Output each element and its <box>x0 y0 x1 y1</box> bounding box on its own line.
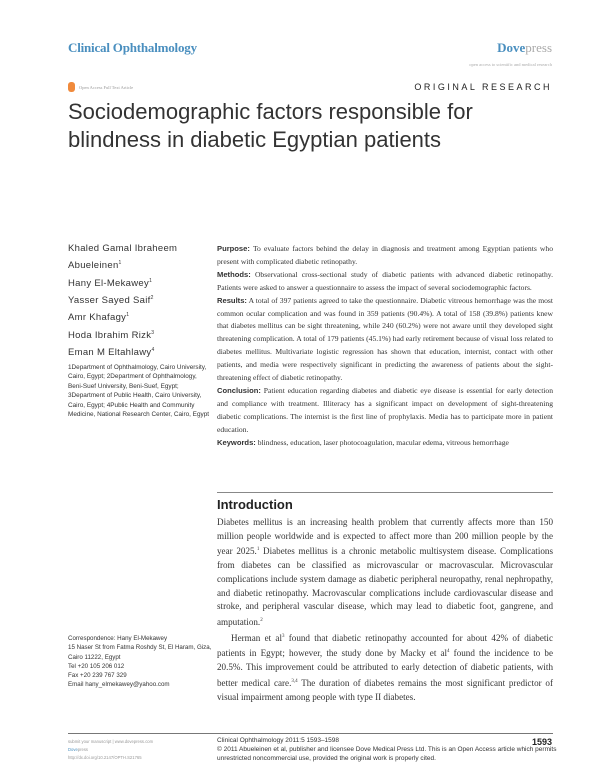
article-title: Sociodemographic factors responsible for blindness in diabetic Egyptian patients <box>68 99 473 152</box>
doi-link[interactable]: http://dx.doi.org/10.2147/OPTH.S21765 <box>68 754 142 760</box>
abstract <box>217 243 553 450</box>
text: Observational cross-sectional study of diabetic patients with advanced diabetic retinopathy. Patients were asked to answer a questionnaire to assess the impact of several sociodemographic factors. <box>217 269 554 292</box>
abstract-methods <box>217 269 553 295</box>
label: Conclusion: <box>217 385 261 395</box>
text: Herman et al <box>231 632 282 643</box>
author <box>68 241 218 274</box>
introduction-body <box>217 516 553 704</box>
author-name: Hany El-Mekawey <box>68 277 150 289</box>
text: Diabetes mellitus is an increasing health problem that currently affects more than 150 million people worldwide and is expected to affect more than 200 million people by the year 2025. <box>217 517 553 557</box>
label: Methods: <box>217 269 251 279</box>
abstract-purpose <box>217 243 553 269</box>
correspondence-tel: Tel +20 105 206 012 <box>68 662 125 670</box>
text: To evaluate factors behind the delay in diagnosis and treatment among Egyptian patients who present with complicated diabetic retinopathy. <box>217 244 553 266</box>
text: Patient education regarding diabetes and diabetic eye disease is essential for early detection and compliance with treatment. Illiteracy has a significant impact on development of sight-threatening diabetic complications. The internist is the first line of prophylaxis. Media has to participate more in patient education. <box>217 385 554 434</box>
abstract-keywords <box>217 437 553 450</box>
citation: 1 <box>256 547 260 553</box>
author <box>68 274 218 291</box>
paragraph <box>217 516 553 630</box>
brand-press: press <box>525 40 552 55</box>
brand-dove: Dove <box>497 40 526 55</box>
author-sup: 1 <box>126 312 130 319</box>
author-sup: 2 <box>150 294 154 301</box>
text: found the incidence to be 20.5%. This improvement could be attributed to early detection of diabetic patients, with better medical care. <box>217 648 553 688</box>
author-name: Hoda Ibrahim Rizk <box>68 329 152 341</box>
correspondence-fax: Fax +20 239 767 329 <box>68 672 127 680</box>
divider <box>217 492 553 493</box>
paragraph <box>217 630 553 705</box>
text: found that diabetic retinopathy accounted for about 42% of diabetic patients in Egypt; however, the study done by Macky et al <box>217 632 553 659</box>
label: Results: <box>217 295 247 305</box>
author <box>68 343 218 360</box>
abstract-conclusion <box>217 385 553 437</box>
author-name: Eman M Eltahlawy <box>68 347 152 359</box>
text: The duration of diabetes remains the most significant predictor of visual impairment among people with type II diabetes. <box>217 677 553 702</box>
citation: 3 <box>281 633 285 639</box>
text: Diabetes mellitus is a chronic metabolic multisystem disease. Complications from diabetes can be classified as microvascular or macrovascular. Microvascular complications include system damage as diabetic peripheral neuropathy, renal nephropathy, and diabetic retinopathy. Macrovascular complications include cardiovascular disease and stroke, and peripheral vascular disease, which may lead to diabetic foot, gangrene, and amputation. <box>217 546 553 627</box>
correspondence-address: 15 Naser St from Fatma Roshdy St, El Haram, Giza, Cairo 11222, Egypt <box>68 644 212 661</box>
text: A total of 397 patients agreed to take the questionnaire. Diabetic vitreous hemorrhage was the most common ocular complication and was found in 359 patients (90.4%). A total of 158 (39.8%) patients knew that diabetes mellitus can be sight threatening, while 240 (60.2%) were not aware until they developed sight threatening complication. A total of 179 patients (45.1%) had early retirement because of visual loss related to diabetes mellitus. Multivariate logistic regression has shown that education, internist, contact with other patients, and media were respectively significant in predicting the awareness of patients about the sight-threatening effect of diabetic retinopathy. <box>217 295 553 383</box>
journal-name: Clinical Ophthalmology <box>68 40 197 55</box>
author-sup: 1 <box>118 260 122 267</box>
open-access-text: Open Access Full Text Article <box>79 84 134 90</box>
label: Purpose: <box>217 244 250 253</box>
author-sup: 4 <box>151 347 155 353</box>
footer-brand <box>68 746 153 754</box>
author-name: Amr Khafagy <box>68 312 127 324</box>
author-name: Khaled Gamal Ibraheem Abueleinen <box>68 243 178 272</box>
author <box>68 291 218 308</box>
open-access-lock-icon <box>68 82 75 92</box>
correspondence-name: Correspondence: Hany El-Mekawey <box>68 635 168 642</box>
footer-center <box>217 737 557 763</box>
author-name: Yasser Sayed Saif <box>68 295 151 307</box>
author <box>68 326 218 343</box>
affiliations: 1Department of Ophthalmology, Cairo University, Cairo, Egypt; 2Department of Ophthalmology, Beni-Suef University, Beni-Suef, Egypt; 3Department of Public Health, Cairo University, Cairo, Egypt; 4Public Health and Community Medicine, National Research Center, Cairo, Egypt <box>68 364 210 419</box>
publisher-logo <box>497 40 552 56</box>
abstract-results <box>217 295 553 385</box>
introduction-heading: Introduction <box>217 497 293 512</box>
footer-left <box>68 738 153 761</box>
text: blindness, education, laser photocoagulation, macular edema, vitreous hemorrhage <box>257 437 509 447</box>
page-number: 1593 <box>531 737 552 747</box>
brand-dove: Dove <box>68 746 78 752</box>
citation: 2 <box>260 617 263 623</box>
open-access-label <box>68 82 133 92</box>
correspondence <box>68 634 218 690</box>
author-sup: 1 <box>149 277 153 284</box>
citation: 3,4 <box>291 678 298 684</box>
label: Keywords: <box>217 437 256 447</box>
citation: 4 <box>447 649 450 655</box>
tagline: open access to scientific and medical research <box>469 62 552 67</box>
submit-link[interactable]: submit your manuscript | www.dovepress.com <box>68 739 154 744</box>
article-type: ORIGINAL RESEARCH <box>414 82 552 92</box>
footer-divider <box>68 733 553 734</box>
license-text: © 2011 Abueleinen et al, publisher and licensee Dove Medical Press Ltd. This is an Open Access article which permits unrestricted noncommercial use, provided the original work is properly cited. <box>217 745 557 762</box>
citation-line: Clinical Ophthalmology 2011:5 1593–1598 <box>217 737 340 744</box>
brand-press: press <box>77 746 89 752</box>
author <box>68 308 218 325</box>
correspondence-email[interactable]: Email hany_elmekawey@yahoo.com <box>68 681 170 689</box>
author-sup: 3 <box>151 329 155 336</box>
author-list <box>68 241 218 360</box>
